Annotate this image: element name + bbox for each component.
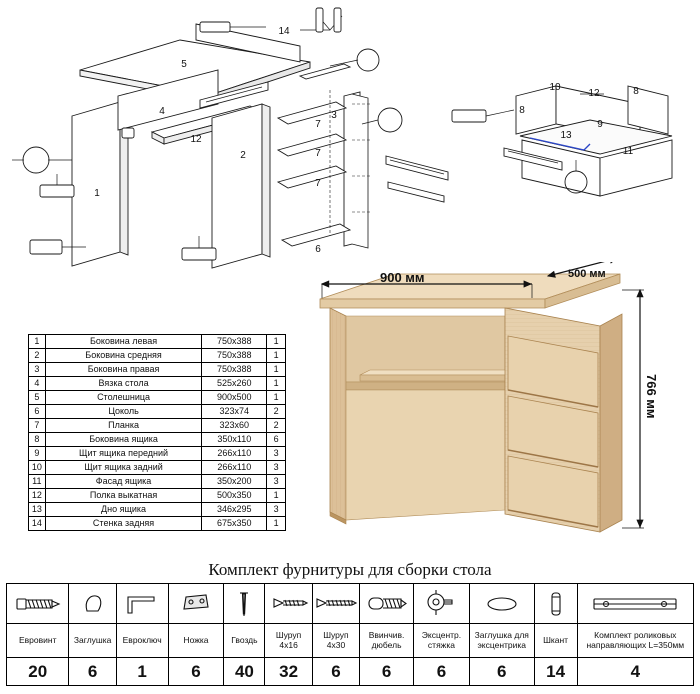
desk-depth-label: 500 мм <box>568 268 606 280</box>
table-row <box>29 391 286 405</box>
kit-item-count: 20 <box>7 658 69 686</box>
parts-cell-size: 266x110 <box>202 461 267 475</box>
kit-item-count: 14 <box>534 658 577 686</box>
parts-cell-n: 10 <box>29 461 46 475</box>
kit-count-row <box>7 658 694 686</box>
parts-cell-name: Щит ящика передний <box>45 447 202 461</box>
kit-item-count: 4 <box>577 658 693 686</box>
parts-cell-name: Цоколь <box>45 405 202 419</box>
svg-text:7: 7 <box>315 148 321 159</box>
parts-cell-qty: 2 <box>267 405 286 419</box>
parts-cell-qty: 1 <box>267 489 286 503</box>
parts-cell-qty: 3 <box>267 503 286 517</box>
parts-cell-size: 323x60 <box>202 419 267 433</box>
parts-cell-qty: 1 <box>267 349 286 363</box>
desk-width-label: 900 мм <box>380 270 425 285</box>
parts-cell-n: 14 <box>29 517 46 531</box>
euro-screw-icon <box>7 584 69 624</box>
svg-text:4: 4 <box>159 106 165 117</box>
parts-table-body <box>29 335 286 531</box>
euro-key-icon <box>116 584 168 624</box>
parts-cell-size: 750x388 <box>202 335 267 349</box>
kit-item-label: Евроключ <box>116 624 168 658</box>
table-row <box>29 363 286 377</box>
parts-cell-name: Боковина правая <box>45 363 202 377</box>
parts-cell-qty: 3 <box>267 461 286 475</box>
parts-cell-qty: 1 <box>267 363 286 377</box>
parts-cell-n: 13 <box>29 503 46 517</box>
foot-icon <box>168 584 224 624</box>
hardware-kit-table <box>6 583 694 686</box>
kit-item-label: Ввинчив. дюбель <box>360 624 414 658</box>
svg-text:11: 11 <box>622 146 634 157</box>
parts-cell-n: 8 <box>29 433 46 447</box>
eccentric-tie-icon <box>413 584 469 624</box>
parts-cell-qty: 1 <box>267 335 286 349</box>
svg-text:13: 13 <box>560 130 572 141</box>
slide-rail-icon <box>577 584 693 624</box>
svg-text:12: 12 <box>588 88 600 99</box>
svg-text:3: 3 <box>331 110 337 121</box>
parts-cell-n: 11 <box>29 475 46 489</box>
kit-item-label: Гвоздь <box>224 624 265 658</box>
screw-4x16-icon <box>265 584 312 624</box>
kit-item-label: Комплект роликовых направляющих L=350мм <box>577 624 693 658</box>
exploded-assembly-diagram <box>0 0 700 300</box>
kit-item-count: 6 <box>312 658 359 686</box>
parts-cell-size: 750x388 <box>202 363 267 377</box>
svg-text:6: 6 <box>315 244 321 255</box>
dowel-icon <box>534 584 577 624</box>
svg-text:2: 2 <box>240 150 246 161</box>
table-row <box>29 447 286 461</box>
desk-render <box>300 262 690 552</box>
table-row <box>29 461 286 475</box>
table-row <box>29 335 286 349</box>
kit-item-label: Заглушка <box>69 624 116 658</box>
svg-text:5: 5 <box>181 59 187 70</box>
parts-cell-size: 323x74 <box>202 405 267 419</box>
parts-cell-size: 346x295 <box>202 503 267 517</box>
parts-cell-size: 350x110 <box>202 433 267 447</box>
parts-cell-name: Боковина ящика <box>45 433 202 447</box>
table-row <box>29 405 286 419</box>
hardware-kit-title: Комплект фурнитуры для сборки стола <box>208 560 492 579</box>
kit-item-count: 6 <box>469 658 534 686</box>
parts-cell-n: 9 <box>29 447 46 461</box>
parts-cell-name: Щит ящика задний <box>45 461 202 475</box>
screw-4x30-icon <box>312 584 359 624</box>
parts-cell-size: 500x350 <box>202 489 267 503</box>
kit-item-label: Заглушка для эксцентрика <box>469 624 534 658</box>
svg-text:10: 10 <box>549 82 561 93</box>
parts-cell-size: 900x500 <box>202 391 267 405</box>
svg-text:8: 8 <box>519 105 525 116</box>
parts-cell-name: Дно ящика <box>45 503 202 517</box>
parts-cell-size: 675x350 <box>202 517 267 531</box>
kit-item-count: 1 <box>116 658 168 686</box>
parts-cell-name: Фасад ящика <box>45 475 202 489</box>
parts-cell-n: 4 <box>29 377 46 391</box>
parts-cell-qty: 2 <box>267 419 286 433</box>
parts-cell-name: Столешница <box>45 391 202 405</box>
eccentric-cap-icon <box>469 584 534 624</box>
parts-cell-name: Стенка задняя <box>45 517 202 531</box>
parts-cell-n: 2 <box>29 349 46 363</box>
table-row <box>29 433 286 447</box>
kit-icon-row <box>7 584 694 624</box>
svg-text:1: 1 <box>94 188 100 199</box>
screw-in-dowel-icon <box>360 584 414 624</box>
kit-item-label: Шуруп 4х30 <box>312 624 359 658</box>
desk-height-label: 766 мм <box>644 374 659 419</box>
kit-item-label: Шкант <box>534 624 577 658</box>
parts-cell-n: 3 <box>29 363 46 377</box>
kit-item-label: Евровинт <box>7 624 69 658</box>
table-row <box>29 419 286 433</box>
svg-text:7: 7 <box>315 178 321 189</box>
parts-cell-qty: 1 <box>267 377 286 391</box>
parts-cell-n: 6 <box>29 405 46 419</box>
kit-item-count: 6 <box>413 658 469 686</box>
kit-item-count: 32 <box>265 658 312 686</box>
parts-cell-name: Боковина средняя <box>45 349 202 363</box>
parts-cell-qty: 3 <box>267 447 286 461</box>
kit-item-label: Ножка <box>168 624 224 658</box>
parts-cell-size: 350x200 <box>202 475 267 489</box>
svg-text:9: 9 <box>597 119 603 130</box>
kit-label-row <box>7 624 694 658</box>
table-row <box>29 349 286 363</box>
parts-cell-n: 1 <box>29 335 46 349</box>
kit-item-count: 40 <box>224 658 265 686</box>
parts-cell-name: Боковина левая <box>45 335 202 349</box>
kit-item-label: Шуруп 4х16 <box>265 624 312 658</box>
table-row <box>29 503 286 517</box>
kit-item-label: Эксцентр. стяжка <box>413 624 469 658</box>
svg-text:12: 12 <box>190 134 202 145</box>
parts-cell-qty: 1 <box>267 517 286 531</box>
parts-cell-qty: 3 <box>267 475 286 489</box>
table-row <box>29 377 286 391</box>
parts-cell-size: 266x110 <box>202 447 267 461</box>
table-row <box>29 517 286 531</box>
svg-text:7: 7 <box>315 119 321 130</box>
parts-cell-qty: 6 <box>267 433 286 447</box>
parts-cell-name: Полка выкатная <box>45 489 202 503</box>
parts-cell-size: 525x260 <box>202 377 267 391</box>
kit-item-count: 6 <box>69 658 116 686</box>
svg-text:14: 14 <box>278 26 290 37</box>
parts-cell-n: 7 <box>29 419 46 433</box>
parts-list-table <box>28 334 286 531</box>
table-row <box>29 489 286 503</box>
parts-cell-size: 750x388 <box>202 349 267 363</box>
parts-cell-n: 5 <box>29 391 46 405</box>
parts-cell-name: Планка <box>45 419 202 433</box>
table-row <box>29 475 286 489</box>
parts-cell-n: 12 <box>29 489 46 503</box>
parts-cell-name: Вязка стола <box>45 377 202 391</box>
svg-text:8: 8 <box>633 86 639 97</box>
nail-icon <box>224 584 265 624</box>
cap-plug-icon <box>69 584 116 624</box>
kit-item-count: 6 <box>360 658 414 686</box>
kit-item-count: 6 <box>168 658 224 686</box>
parts-cell-qty: 1 <box>267 391 286 405</box>
